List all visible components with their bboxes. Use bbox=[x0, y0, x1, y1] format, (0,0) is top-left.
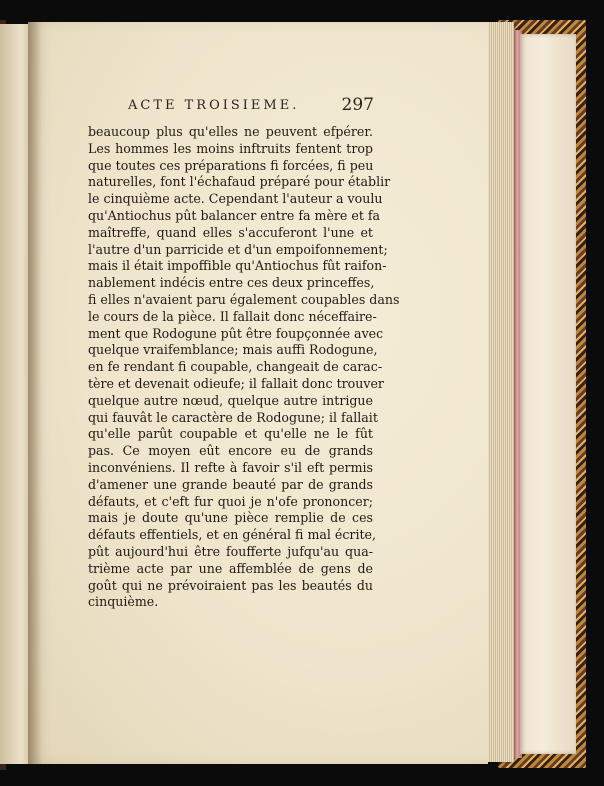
text-line: qu'Antiochus pût balancer entre fa mère et fa bbox=[88, 207, 381, 223]
text-line: en fe rendant fi coupable, changeait de carac- bbox=[88, 359, 383, 375]
body-text bbox=[88, 124, 400, 611]
text-line: quelque autre nœud, quelque autre intrigue bbox=[88, 392, 373, 408]
text-line: naturelles, font l'échafaud préparé pour établir bbox=[88, 174, 391, 190]
text-line: mais il était impoffible qu'Antiochus fût raifon- bbox=[88, 258, 387, 274]
text-line: trième acte par une affemblée de gens de bbox=[88, 560, 373, 576]
text-line: qui fauvât le caractère de Rodogune; il fallait bbox=[88, 409, 378, 425]
text-line: ment que Rodogune pût être foupçonnée avec bbox=[88, 325, 384, 341]
text-line: nablement indécis entre ces deux princeffes, bbox=[88, 275, 375, 291]
text-line: maîtreffe, quand elles s'accuferont l'une et bbox=[88, 224, 373, 240]
text-line: mais je doute qu'une pièce remplie de ces bbox=[88, 510, 373, 526]
text-line: défauts, et c'eft fur quoi je n'ofe prononcer; bbox=[88, 493, 373, 509]
text-line: pût aujourd'hui être foufferte jufqu'au qua- bbox=[88, 543, 373, 559]
running-head-title: ACTE TROISIEME. bbox=[128, 98, 300, 113]
text-line: qu'elle parût coupable et qu'elle ne le fût bbox=[88, 426, 373, 442]
text-line: que toutes ces préparations fi forcées, fi peu bbox=[88, 157, 374, 173]
text-line: le cours de la pièce. Il fallait donc néceffaire- bbox=[88, 308, 377, 324]
text-line: cinquième. bbox=[88, 594, 159, 610]
facing-page-edge bbox=[0, 24, 31, 764]
text-line: beaucoup plus qu'elles ne peuvent efpérer. bbox=[88, 124, 373, 139]
text-line: quelque vraifemblance; mais auffi Rodogune, bbox=[88, 342, 378, 358]
text-line: inconvéniens. Il refte à favoir s'il eft permis bbox=[88, 459, 373, 475]
text-line: défauts effentiels, et en général fi mal écrite, bbox=[88, 527, 377, 543]
page-block-edges bbox=[484, 22, 514, 762]
gutter-shadow bbox=[28, 22, 42, 764]
text-line: d'amener une grande beauté par de grands bbox=[88, 476, 373, 492]
text-line: Les hommes les moins inftruits fentent trop bbox=[88, 140, 373, 156]
endpaper bbox=[520, 34, 576, 754]
text-line: l'autre d'un parricide et d'un empoifonnement; bbox=[88, 241, 388, 257]
text-line: goût qui ne prévoiraient pas les beautés du bbox=[88, 577, 373, 593]
text-line: tère et devenait odieufe; il fallait donc trouver bbox=[88, 375, 384, 391]
text-line: le cinquième acte. Cependant l'auteur a voulu bbox=[88, 191, 383, 207]
text-line: pas. Ce moyen eût encore eu de grands bbox=[88, 443, 373, 459]
text-line: fi elles n'avaient paru également coupables dans bbox=[88, 291, 400, 307]
page-number: 297 bbox=[341, 95, 374, 115]
running-head bbox=[128, 95, 374, 115]
